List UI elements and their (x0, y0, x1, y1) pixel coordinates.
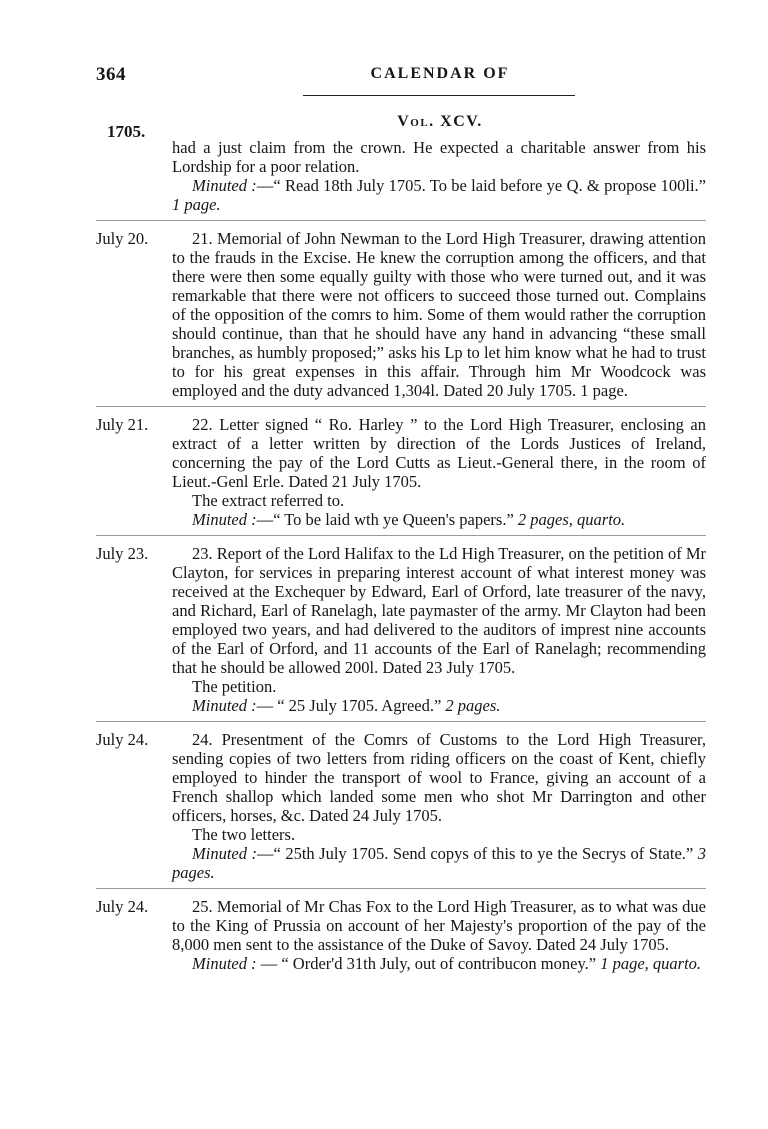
minuted-text: —“ Read 18th July 1705. To be laid before ye Q. & propose 100li.” (256, 176, 707, 195)
minuted-text: — “ 25 July 1705. Agreed.” (256, 696, 442, 715)
minuted-label: Minuted : (192, 844, 257, 863)
year-label: 1705. (107, 122, 146, 141)
entry-minute (172, 176, 706, 214)
page-count: 2 pages. (445, 696, 501, 715)
entry-text: had a just claim from the crown. He expected a charitable answer from his Lordship for a poor relation. (172, 138, 706, 176)
page-count: 1 page. (172, 195, 221, 214)
entry-body (172, 138, 706, 214)
entry-minute (172, 844, 706, 882)
entry-date: July 24. (96, 897, 149, 916)
calendar-entry (96, 138, 706, 214)
calendar-entry (96, 730, 706, 882)
page-count: 2 pages, quarto. (517, 510, 626, 529)
enclosure-note: The two letters. (192, 825, 296, 844)
entry-body (172, 415, 706, 529)
enclosure-note: The petition. (192, 677, 277, 696)
entry-body (172, 229, 706, 400)
header-rule (303, 95, 575, 96)
entry-body (172, 897, 706, 973)
minuted-label: Minuted : (192, 696, 257, 715)
entry-text: 25. Memorial of Mr Chas Fox to the Lord High Treasurer, as to what was due to the King of Prussia on account of her Majesty's proportion of the pay of the 8,000 men sent to the assistance of the Duke of Savoy. Dated 24 July 1705. (172, 897, 706, 954)
page-count: 1 page, quarto. (600, 954, 702, 973)
calendar-entry (96, 415, 706, 529)
calendar-entry (96, 229, 706, 400)
running-head: CALENDAR OF (370, 65, 510, 82)
minuted-text: —“ 25th July 1705. Send copys of this to ye the Secrys of State.” (257, 844, 694, 863)
entry-divider (96, 535, 706, 536)
entry-minute (172, 696, 706, 715)
entry-text: 22. Letter signed “ Ro. Harley ” to the Lord High Treasurer, enclosing an extract of a letter written by direction of the Lords Justices of Ireland, concerning the pay of the Lord Cutts as Lieut.-General there, in the room of Lieut.-Genl Erle. Dated 21 July 1705. (172, 415, 706, 491)
page-number: 364 (96, 64, 126, 85)
page-header (0, 64, 768, 94)
minuted-text: —“ To be laid wth ye Queen's papers.” (256, 510, 514, 529)
entry-divider (96, 721, 706, 722)
entry-body (172, 730, 706, 882)
entry-divider (96, 406, 706, 407)
entry-date: July 21. (96, 415, 149, 434)
entry-date: July 23. (96, 544, 149, 563)
volume-heading: Vol. XCV. (397, 113, 483, 130)
minuted-label: Minuted : (192, 954, 257, 973)
entry-minute (172, 954, 706, 973)
entry-text: 23. Report of the Lord Halifax to the Ld High Treasurer, on the petition of Mr Clayton, for services in preparing interest account of what interest money was received at the Exchequer by Edward, Earl of Orford, late treasurer of the navy, and Richard, Earl of Ranelagh, late paymaster of the army. Mr Clayton had been employed two years, and had delivered to the auditors of imprest nine accounts of the Earl of Orford, and 11 accounts of the Earl of Ranelagh; recommending that he should be allowed 200l. Dated 23 July 1705. (172, 544, 706, 677)
enclosure-note: The extract referred to. (192, 491, 345, 510)
page-count: 3 pages. (172, 844, 707, 882)
entry-text: 24. Presentment of the Comrs of Customs to the Lord High Treasurer, sending copies of two letters from riding officers on the coast of Kent, chiefly employed to hinder the transport of wool to France, giving an account of a French shallop which landed some men who shot Mr Darrington and other officers, horses, &c. Dated 24 July 1705. (172, 730, 706, 825)
minuted-label: Minuted : (192, 176, 257, 195)
minuted-text: — “ Order'd 31th July, out of contribucon money.” (256, 954, 597, 973)
entry-minute (172, 510, 706, 529)
minuted-label: Minuted : (192, 510, 257, 529)
calendar-entry (96, 897, 706, 973)
calendar-entries (96, 138, 706, 979)
entry-divider (96, 888, 706, 889)
entry-divider (96, 220, 706, 221)
calendar-entry (96, 544, 706, 715)
entry-date: July 20. (96, 229, 149, 248)
entry-date: July 24. (96, 730, 149, 749)
entry-text: 21. Memorial of John Newman to the Lord High Treasurer, drawing attention to the frauds in the Excise. He knew the corruption among the officers, and that there were then some equally guilty with those who were turned out, and it was remarkable that there were not officers to succeed those turned out. Complains of the opposition of the comrs to him. Some of them would rather the corruption should continue, than that he should have any hand in advancing “these small branches, as humbly proposed;” asks his Lp to let him know what he had to trust to for his great expenses in this affair. Through him Mr Woodcock was employed and the duty advanced 1,304l. Dated 20 July 1705. 1 page. (172, 229, 706, 400)
entry-body (172, 544, 706, 715)
